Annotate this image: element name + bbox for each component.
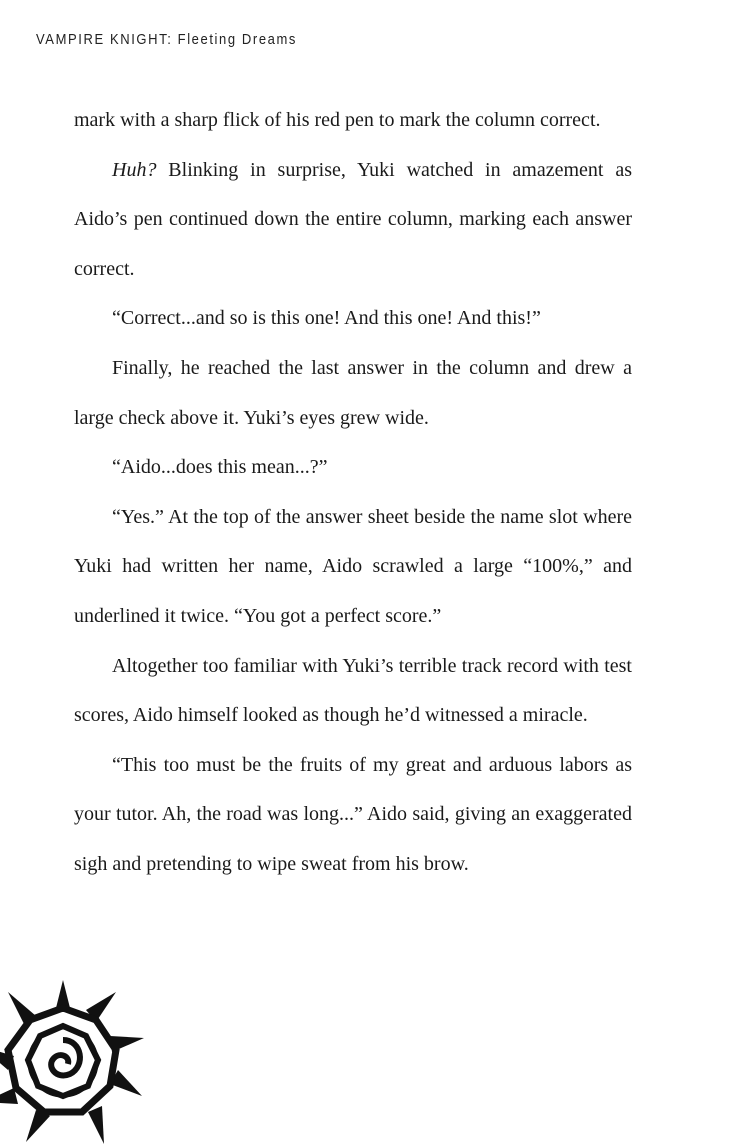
paragraph-5-text: “Aido...does this mean...?” — [112, 456, 328, 479]
paragraph-1-text: mark with a sharp flick of his red pen to mark the column correct. — [74, 109, 601, 131]
paragraph-7 — [74, 642, 632, 741]
paragraph-2 — [74, 146, 632, 295]
running-head: VAMPIRE KNIGHT: Fleeting Dreams — [36, 30, 298, 48]
paragraph-8-text: “This too must be the fruits of my great and arduous labors as your tutor. Ah, the road was long...” Aido said, giving an exaggerated sigh and pretending to wipe sweat from his brow. — [74, 753, 632, 875]
paragraph-2-text: Blinking in surprise, Yuki watched in amazement as Aido’s pen continued down the entire column, marking each answer correct. — [74, 158, 632, 280]
paragraph-7-text: Altogether too familiar with Yuki’s terrible track record with test scores, Aido himself looked as though he’d witnessed a miracle. — [74, 654, 632, 727]
thorned-rose-ornament-icon — [0, 978, 148, 1148]
paragraph-6 — [74, 493, 632, 642]
paragraph-4-text: Finally, he reached the last answer in the column and drew a large check above it. Yuki’s eyes grew wide. — [74, 356, 632, 429]
paragraph-3 — [74, 294, 632, 344]
paragraph-8 — [74, 741, 632, 890]
paragraph-2-italic-lead: Huh? — [112, 158, 157, 181]
paragraph-4 — [74, 344, 632, 443]
paragraph-3-text: “Correct...and so is this one! And this one! And this!” — [112, 307, 541, 330]
paragraph-5 — [74, 443, 632, 493]
body-text — [74, 96, 632, 890]
paragraph-6-text: “Yes.” At the top of the answer sheet beside the name slot where Yuki had written her name, Aido scrawled a large “100%,” and underlined it twice. “You got a perfect score.” — [74, 505, 632, 627]
paragraph-1 — [74, 96, 632, 146]
